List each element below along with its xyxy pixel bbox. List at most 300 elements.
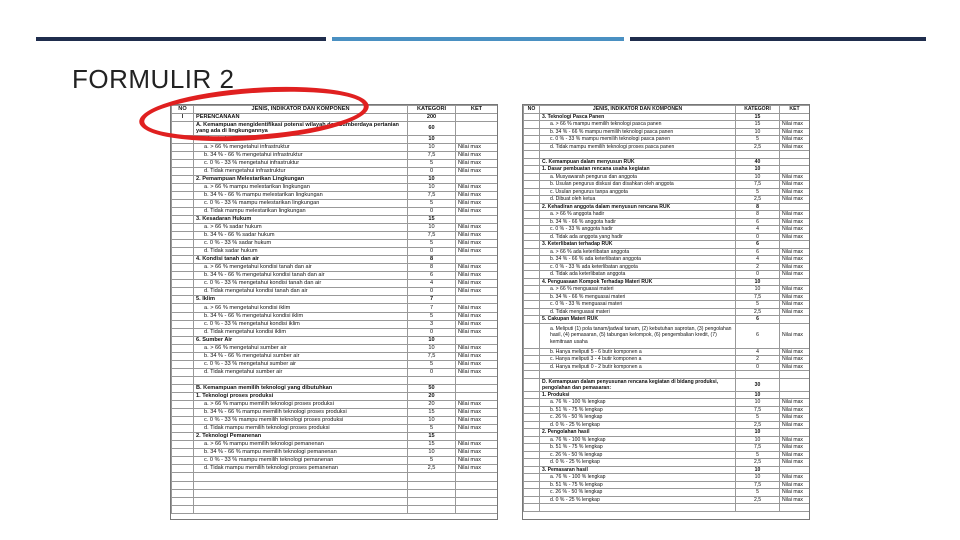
table-row xyxy=(524,348,810,356)
cell-note: Nilai max xyxy=(780,218,810,226)
cell-no xyxy=(172,304,194,312)
cell-no xyxy=(172,473,194,481)
cell-category: 0 xyxy=(408,328,456,336)
cell-note: Nilai max xyxy=(780,489,810,497)
cell-note: Nilai max xyxy=(456,199,498,207)
table-row xyxy=(172,175,498,183)
cell-component: d. Tidak mampu memilih teknologi proses pemanenan xyxy=(194,465,408,473)
cell-category: 7,5 xyxy=(736,181,780,189)
cell-no xyxy=(524,143,540,151)
table-header-row xyxy=(524,106,810,114)
cell-no xyxy=(524,263,540,271)
cell-note xyxy=(780,429,810,437)
cell-no xyxy=(172,368,194,376)
cell-component: d. 0 % - 25 % lengkap xyxy=(540,421,736,429)
table-row xyxy=(524,371,810,379)
cell-note: Nilai max xyxy=(780,248,810,256)
cell-no xyxy=(172,433,194,441)
table-row xyxy=(172,199,498,207)
table-row xyxy=(172,143,498,151)
cell-note: Nilai max xyxy=(780,233,810,241)
table-row xyxy=(172,288,498,296)
cell-component: b. 34 % - 66 % mampu melestarikan lingkungan xyxy=(194,191,408,199)
cell-component: 2. Pemampuan Melestarikan Lingkungan xyxy=(194,175,408,183)
cell-component: d. Tidak mengetahui kondisi iklim xyxy=(194,328,408,336)
cell-component: a. > 66 % sadar hukum xyxy=(194,224,408,232)
cell-no xyxy=(524,226,540,234)
cell-component: 3. Teknologi Pasca Panen xyxy=(540,113,736,121)
cell-component: d. 0 % - 25 % lengkap xyxy=(540,459,736,467)
cell-component: c. 0 % - 33 % mampu memilih teknologi proses produksi xyxy=(194,417,408,425)
cell-category: 2,5 xyxy=(408,465,456,473)
cell-category: 10 xyxy=(736,278,780,286)
cell-category: 6 xyxy=(736,248,780,256)
cell-component: c. 0 % - 33 % anggota hadir xyxy=(540,226,736,234)
table-row xyxy=(172,336,498,344)
cell-no xyxy=(172,489,194,497)
cell-component: b. 34 % - 66 % mengetahui infrastruktur xyxy=(194,151,408,159)
table-row xyxy=(524,421,810,429)
cell-no xyxy=(524,271,540,279)
table-row xyxy=(524,188,810,196)
table-row xyxy=(172,248,498,256)
cell-category: 10 xyxy=(408,175,456,183)
table-row xyxy=(172,240,498,248)
cell-component: B. Kemampuan memilih teknologi yang dibutuhkan xyxy=(194,384,408,392)
table-body-left xyxy=(172,114,498,514)
cell-component: b. Usulan pengurus diskusi dan disahkan oleh anggota xyxy=(540,181,736,189)
cell-category: 60 xyxy=(408,122,456,135)
cell-no xyxy=(524,406,540,414)
table-row xyxy=(524,158,810,166)
cell-category xyxy=(408,376,456,384)
cell-category: 15 xyxy=(408,215,456,223)
cell-component xyxy=(194,497,408,505)
table-row xyxy=(172,296,498,304)
table-row xyxy=(172,256,498,264)
cell-component: c. 0 % - 33 % mampu memilih teknologi pasca panen xyxy=(540,136,736,144)
cell-no xyxy=(524,121,540,129)
cell-no xyxy=(172,191,194,199)
cell-no: I xyxy=(172,114,194,122)
cell-no xyxy=(524,203,540,211)
cell-component: 6. Sumber Air xyxy=(194,336,408,344)
cell-note: Nilai max xyxy=(780,451,810,459)
cell-category: 0 xyxy=(736,271,780,279)
form-table-right xyxy=(522,104,810,520)
cell-category: 10 xyxy=(408,143,456,151)
cell-component: b. 34 % - 66 % mengetahui kondisi iklim xyxy=(194,312,408,320)
cell-component: a. 76 % - 100 % lengkap xyxy=(540,474,736,482)
cell-category: 0 xyxy=(408,368,456,376)
cell-no xyxy=(524,466,540,474)
table-row xyxy=(172,441,498,449)
cell-component xyxy=(540,151,736,159)
cell-component: d. Tidak mengetahui sumber air xyxy=(194,368,408,376)
cell-note: Nilai max xyxy=(780,459,810,467)
table-row xyxy=(524,121,810,129)
cell-no xyxy=(524,151,540,159)
cell-note: Nilai max xyxy=(456,449,498,457)
cell-component: a. > 66 % mampu memilih teknologi proses produksi xyxy=(194,401,408,409)
cell-category: 2 xyxy=(736,263,780,271)
cell-note: Nilai max xyxy=(456,401,498,409)
cell-component: b. 34 % - 66 % menguasai materi xyxy=(540,293,736,301)
table-row xyxy=(524,233,810,241)
table-row xyxy=(524,444,810,452)
cell-note xyxy=(456,505,498,513)
cell-component: 1. Teknologi proses produksi xyxy=(194,393,408,401)
cell-note: Nilai max xyxy=(780,399,810,407)
cell-component xyxy=(194,481,408,489)
cell-note: Nilai max xyxy=(780,406,810,414)
cell-component: a. > 66 % mengetahui sumber air xyxy=(194,344,408,352)
cell-category: 5 xyxy=(736,451,780,459)
table-row xyxy=(524,378,810,391)
cell-component: 3. Kesadaran Hukum xyxy=(194,215,408,223)
cell-category xyxy=(408,489,456,497)
table-row xyxy=(524,316,810,324)
header-no: NO xyxy=(524,106,540,114)
cell-no xyxy=(172,224,194,232)
table-row xyxy=(524,391,810,399)
cell-component: c. Usulan pengurus tanpa anggota xyxy=(540,188,736,196)
cell-component: 5. Cakupan Materi RUK xyxy=(540,316,736,324)
cell-no xyxy=(172,175,194,183)
cell-no xyxy=(172,256,194,264)
table-row xyxy=(524,363,810,371)
cell-no xyxy=(172,207,194,215)
cell-note xyxy=(780,371,810,379)
cell-category: 2,5 xyxy=(736,496,780,504)
cell-component: C. Kemampuan dalam menyusun RUK xyxy=(540,158,736,166)
slide-title: FORMULIR 2 xyxy=(72,64,235,94)
cell-note: Nilai max xyxy=(780,301,810,309)
cell-component: d. Tidak mampu memilih teknologi proses pasca panen xyxy=(540,143,736,151)
cell-component: d. Tidak menguasai materi xyxy=(540,308,736,316)
cell-category: 5 xyxy=(408,312,456,320)
table-row xyxy=(524,451,810,459)
table-row xyxy=(172,368,498,376)
cell-note xyxy=(456,481,498,489)
cell-note xyxy=(456,393,498,401)
cell-category: 7,5 xyxy=(408,151,456,159)
cell-note: Nilai max xyxy=(456,272,498,280)
cell-category: 2,5 xyxy=(736,196,780,204)
cell-note xyxy=(456,122,498,135)
table-row xyxy=(172,393,498,401)
table-row xyxy=(524,496,810,504)
cell-component: a. > 66 % mampu melestarikan lingkungan xyxy=(194,183,408,191)
cell-component xyxy=(540,371,736,379)
cell-note: Nilai max xyxy=(780,256,810,264)
cell-note: Nilai max xyxy=(456,159,498,167)
cell-note: Nilai max xyxy=(780,496,810,504)
cell-component: b. 51 % - 75 % lengkap xyxy=(540,444,736,452)
table-row xyxy=(524,436,810,444)
cell-category: 2,5 xyxy=(736,459,780,467)
table-row xyxy=(172,481,498,489)
table-row xyxy=(524,323,810,348)
table-row xyxy=(524,211,810,219)
cell-note: Nilai max xyxy=(780,128,810,136)
form-table-left xyxy=(170,104,498,520)
cell-category: 5 xyxy=(736,136,780,144)
cell-category: 7,5 xyxy=(408,191,456,199)
cell-note: Nilai max xyxy=(456,207,498,215)
header-rule-left xyxy=(36,37,326,41)
cell-no xyxy=(172,312,194,320)
cell-category: 7,5 xyxy=(736,406,780,414)
cell-component: c. Hanya meliputi 3 - 4 butir komponen a xyxy=(540,356,736,364)
cell-note: Nilai max xyxy=(456,360,498,368)
cell-component: 2. Pengolahan hasil xyxy=(540,429,736,437)
cell-category: 10 xyxy=(408,336,456,344)
cell-no xyxy=(524,301,540,309)
cell-no xyxy=(172,497,194,505)
cell-category: 10 xyxy=(408,449,456,457)
cell-no xyxy=(172,240,194,248)
header-component: JENIS, INDIKATOR DAN KOMPONEN xyxy=(540,106,736,114)
table-row xyxy=(524,166,810,174)
cell-category: 5 xyxy=(736,414,780,422)
cell-note: Nilai max xyxy=(780,293,810,301)
cell-category: 5 xyxy=(408,240,456,248)
cell-no xyxy=(172,264,194,272)
cell-note: Nilai max xyxy=(456,183,498,191)
cell-category: 0 xyxy=(736,363,780,371)
cell-component: 4. Penguasaan Kompok Terhadap Materi RUK xyxy=(540,278,736,286)
cell-component: A. Kemampuan mengidentifikasi potensi wilayah dan Sumberdaya pertanian yang ada di lingkungannya xyxy=(194,122,408,135)
cell-component: b. 34 % - 66 % anggota hadir xyxy=(540,218,736,226)
cell-component: c. 0 % - 33 % mengetahui infrastruktur xyxy=(194,159,408,167)
table-row xyxy=(524,399,810,407)
cell-note: Nilai max xyxy=(780,363,810,371)
table-row xyxy=(524,263,810,271)
cell-no xyxy=(524,233,540,241)
table-row xyxy=(172,449,498,457)
table-row xyxy=(524,173,810,181)
cell-category: 15 xyxy=(408,433,456,441)
cell-no xyxy=(172,360,194,368)
cell-component: d. Tidak mampu memilih teknologi proses produksi xyxy=(194,425,408,433)
cell-category: 10 xyxy=(736,429,780,437)
cell-no xyxy=(524,481,540,489)
cell-note xyxy=(780,504,810,512)
cell-category: 30 xyxy=(736,378,780,391)
cell-no xyxy=(524,496,540,504)
cell-component: 4. Kondisi tanah dan air xyxy=(194,256,408,264)
cell-category: 8 xyxy=(408,256,456,264)
cell-category: 10 xyxy=(736,286,780,294)
cell-note xyxy=(456,256,498,264)
cell-note xyxy=(780,378,810,391)
cell-no xyxy=(172,143,194,151)
cell-component: 1. Produksi xyxy=(540,391,736,399)
cell-component: b. 34 % - 66 % sadar hukum xyxy=(194,232,408,240)
cell-component: d. Hanya meliputi 0 - 2 butir komponen a xyxy=(540,363,736,371)
cell-note xyxy=(780,316,810,324)
cell-category: 10 xyxy=(408,417,456,425)
cell-component: d. Tidak sadar hukum xyxy=(194,248,408,256)
cell-category: 0 xyxy=(408,288,456,296)
table-row xyxy=(524,128,810,136)
cell-note xyxy=(780,241,810,249)
cell-component: c. 0 % - 33 % mampu melestarikan lingkungan xyxy=(194,199,408,207)
cell-component: PERENCANAAN xyxy=(194,114,408,122)
table-row xyxy=(172,417,498,425)
cell-category: 10 xyxy=(736,166,780,174)
cell-no xyxy=(172,417,194,425)
header-component: JENIS, INDIKATOR DAN KOMPONEN xyxy=(194,106,408,114)
table-row xyxy=(172,360,498,368)
cell-note xyxy=(456,433,498,441)
cell-no xyxy=(172,344,194,352)
cell-note: Nilai max xyxy=(780,196,810,204)
cell-component: 1. Dasar pembuatan rencana usaha kegiatan xyxy=(540,166,736,174)
table-row xyxy=(524,406,810,414)
header-category: KATEGORI xyxy=(408,106,456,114)
cell-component: b. 34 % - 66 % mampu memilih teknologi pemanenan xyxy=(194,449,408,457)
cell-category: 10 xyxy=(736,128,780,136)
cell-category: 0 xyxy=(408,207,456,215)
cell-component: a. 76 % - 100 % lengkap xyxy=(540,399,736,407)
cell-no xyxy=(172,167,194,175)
cell-component: c. 0 % - 33 % sadar hukum xyxy=(194,240,408,248)
cell-no xyxy=(172,296,194,304)
table-row xyxy=(524,218,810,226)
cell-note: Nilai max xyxy=(780,181,810,189)
cell-no xyxy=(172,288,194,296)
cell-component: a. > 66 % mengetahui kondisi tanah dan air xyxy=(194,264,408,272)
cell-no xyxy=(524,444,540,452)
cell-note xyxy=(456,175,498,183)
cell-no xyxy=(524,248,540,256)
cell-no xyxy=(172,215,194,223)
cell-note: Nilai max xyxy=(780,143,810,151)
cell-component: c. 0 % - 33 % mengetahui kondisi tanah dan air xyxy=(194,280,408,288)
cell-no xyxy=(524,323,540,348)
table-row xyxy=(524,256,810,264)
cell-no xyxy=(172,280,194,288)
table-row xyxy=(172,425,498,433)
cell-category: 6 xyxy=(736,241,780,249)
cell-component: b. 51 % - 75 % lengkap xyxy=(540,406,736,414)
table-row xyxy=(172,207,498,215)
table-row xyxy=(172,304,498,312)
cell-category: 0 xyxy=(408,248,456,256)
table-row xyxy=(172,401,498,409)
cell-note: Nilai max xyxy=(456,288,498,296)
cell-category: 7,5 xyxy=(408,232,456,240)
table-row xyxy=(172,191,498,199)
cell-category: 4 xyxy=(736,226,780,234)
cell-category: 10 xyxy=(408,183,456,191)
cell-note: Nilai max xyxy=(780,308,810,316)
cell-note: Nilai max xyxy=(456,368,498,376)
cell-component: 5. Iklim xyxy=(194,296,408,304)
table-row xyxy=(172,457,498,465)
table-row xyxy=(172,352,498,360)
cell-note: Nilai max xyxy=(456,328,498,336)
table-row xyxy=(524,308,810,316)
table-row xyxy=(172,384,498,392)
table-row xyxy=(172,473,498,481)
table-row xyxy=(172,497,498,505)
table-row xyxy=(172,151,498,159)
cell-note: Nilai max xyxy=(780,481,810,489)
cell-category: 7,5 xyxy=(736,481,780,489)
table-row xyxy=(524,136,810,144)
table-row xyxy=(172,215,498,223)
cell-note xyxy=(456,114,498,122)
cell-no xyxy=(524,256,540,264)
cell-note xyxy=(780,113,810,121)
cell-note: Nilai max xyxy=(456,240,498,248)
table-row xyxy=(524,489,810,497)
cell-category: 2,5 xyxy=(736,421,780,429)
table-row xyxy=(524,356,810,364)
cell-no xyxy=(524,278,540,286)
cell-note xyxy=(456,376,498,384)
table-row xyxy=(524,196,810,204)
cell-note xyxy=(780,391,810,399)
cell-category: 6 xyxy=(736,218,780,226)
cell-category: 5 xyxy=(408,199,456,207)
cell-component: b. 34 % - 66 % ada keterlibatan anggota xyxy=(540,256,736,264)
cell-category: 10 xyxy=(408,224,456,232)
table-row xyxy=(172,183,498,191)
table-body-right xyxy=(524,113,810,511)
cell-no xyxy=(524,158,540,166)
cell-category xyxy=(736,504,780,512)
cell-note: Nilai max xyxy=(456,151,498,159)
table-row xyxy=(524,429,810,437)
cell-note: Nilai max xyxy=(456,457,498,465)
cell-category: 10 xyxy=(736,399,780,407)
cell-no xyxy=(524,286,540,294)
cell-component: 3. Keterlibatan terhadap RUK xyxy=(540,241,736,249)
cell-category: 0 xyxy=(736,233,780,241)
cell-no xyxy=(524,188,540,196)
table-row xyxy=(524,414,810,422)
cell-component xyxy=(194,505,408,513)
cell-category: 7,5 xyxy=(408,352,456,360)
cell-note xyxy=(780,166,810,174)
cell-component: a. > 66 % anggota hadir xyxy=(540,211,736,219)
cell-no xyxy=(524,128,540,136)
cell-category: 10 xyxy=(736,474,780,482)
cell-note xyxy=(780,278,810,286)
cell-component: b. 34 % - 66 % mampu memilih teknologi proses produksi xyxy=(194,409,408,417)
cell-category: 2 xyxy=(736,356,780,364)
cell-no xyxy=(524,474,540,482)
table-row xyxy=(524,286,810,294)
header-note: KET xyxy=(456,106,498,114)
cell-category: 2,5 xyxy=(736,143,780,151)
table-row xyxy=(172,344,498,352)
table-row xyxy=(172,328,498,336)
cell-no xyxy=(524,293,540,301)
cell-no xyxy=(524,378,540,391)
cell-component: a. > 66 % mengetahui kondisi iklim xyxy=(194,304,408,312)
cell-category xyxy=(408,481,456,489)
table-row xyxy=(524,474,810,482)
cell-component: c. 0 % - 33 % mampu memilih teknologi pemanenan xyxy=(194,457,408,465)
cell-no xyxy=(524,421,540,429)
cell-category: 10 xyxy=(408,344,456,352)
cell-no xyxy=(172,352,194,360)
